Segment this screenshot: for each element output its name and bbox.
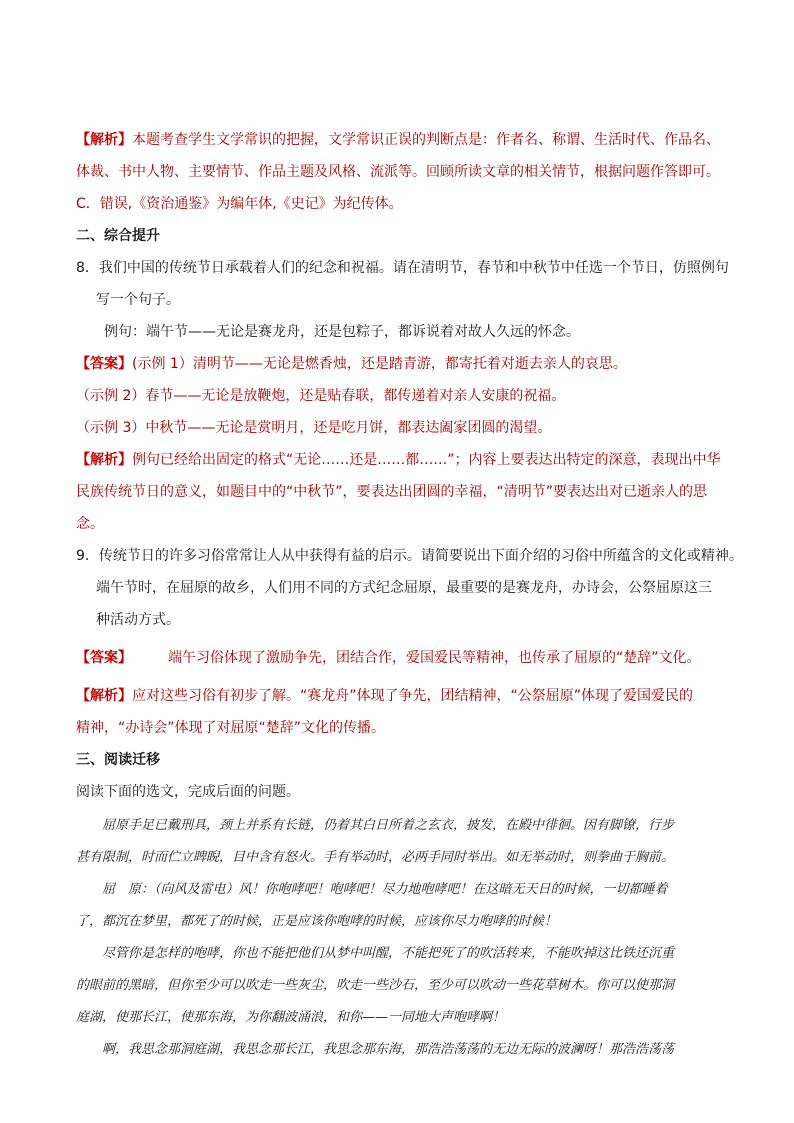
analysis-tag: 【解析】 — [76, 452, 132, 468]
q9-analysis-line-1: 【解析】应对这些习俗有初步了解。“赛龙舟”体现了争先，团结精神，“公祭屈原”体现了爱国爱民的 — [76, 688, 694, 704]
analysis-7-line-3: C．错误,《资治通鉴》为编年体,《史记》为纪传体。 — [76, 196, 403, 212]
q8-answer-line-3: （示例 3）中秋节——无论是赏明月，还是吃月饼，都表达阖家团圆的渴望。 — [76, 420, 552, 436]
q8-analysis-line-2: 民族传统节日的意义，如题目中的“中秋节”，要表达出团圆的幸福，“清明节”要表达出对已逝亲人的思 — [76, 484, 708, 500]
section-3-intro: 阅读下面的选文，完成后面的问题。 — [76, 784, 300, 800]
q8-analysis-line-1: 【解析】例句已经给出固定的格式“无论……还是……都……”；内容上要表达出特定的深意，表现出中华 — [76, 452, 721, 468]
passage-p4-line-1: 啊，我思念那洞庭湖，我思念那长江，我思念那东海，那浩浩荡荡的无边无际的波澜呀！那浩浩荡荡 — [102, 1042, 675, 1057]
analysis-7-line-2: 体裁、书中人物、主要情节、作品主题及风格、流派等。回顾所读文章的相关情节，根据问题作答即可。 — [76, 164, 720, 180]
analysis-tag: 【解析】 — [76, 132, 132, 148]
q9-analysis-line-2: 精神，“办诗会”体现了对屈原“楚辞”文化的传播。 — [76, 720, 386, 736]
q9-material-line-2: 种活动方式。 — [96, 612, 180, 628]
section-2-title: 二、综合提升 — [76, 228, 160, 244]
analysis-text: 本题考查学生文学常识的把握，文学常识正误的判断点是：作者名、称谓、生活时代、作品名、 — [132, 132, 720, 148]
passage-p1-line-2: 甚有限制，时而伫立睥睨，目中含有怒火。手有举动时，必两手同时举出。如无举动时，则拳曲于胸前。 — [76, 850, 675, 865]
document-content — [76, 125, 743, 1059]
q9-stem: 9．传统节日的许多习俗常常让人从中获得有益的启示。请简要说出下面介绍的习俗中所蕴含的文化或精神。 — [76, 548, 743, 564]
passage-p2-line-1: 屈 原：（向风及雷电）风！你咆哮吧！咆哮吧！尽力地咆哮吧！在这暗无天日的时候，一切都睡着 — [102, 882, 668, 897]
section-3-title: 三、阅读迁移 — [76, 752, 160, 768]
answer-tag: 【答案】 — [76, 650, 132, 666]
answer-tag: 【答案】 — [76, 356, 132, 372]
q9-answer: 【答案】 端午习俗体现了激励争先，团结合作，爱国爱民等精神，也传承了屈原的“楚辞”文化。 — [76, 650, 701, 666]
analysis-tag: 【解析】 — [76, 688, 132, 704]
q8-stem-line-2: 写一个句子。 — [96, 292, 180, 308]
passage-p3-line-3: 庭湖，使那长江，使那东海，为你翻波涌浪，和你——一同地大声咆哮啊！ — [76, 1010, 506, 1025]
passage-p3-line-2: 的眼前的黑暗，但你至少可以吹走一些灰尘，吹走一些沙石，至少可以吹动一些花草树木。你可以使那洞 — [76, 978, 675, 993]
q8-analysis-line-3: 念。 — [76, 516, 104, 532]
passage-p2-line-2: 了，都沉在梦里，都死了的时候，正是应该你咆哮的时候，应该你尽力咆哮的时候！ — [76, 914, 558, 929]
q9-material-line-1: 端午节时，在屈原的故乡，人们用不同的方式纪念屈原，最重要的是赛龙舟，办诗会，公祭屈原这三 — [96, 580, 712, 596]
analysis-7-line-1 — [76, 131, 726, 149]
q8-answer-line-1: 【答案】(示例 1）清明节——无论是燃香烛，还是踏青游，都寄托着对逝去亲人的哀思。 — [76, 356, 627, 372]
passage-p1-line-1: 屈原手足已戴刑具，颈上并系有长链，仍着其白日所着之玄衣，披发，在殿中徘徊。因有脚镣，行步 — [102, 818, 675, 833]
q8-answer-line-2: （示例 2）春节——无论是放鞭炮，还是贴春联，都传递着对亲人安康的祝福。 — [76, 388, 566, 404]
q8-example: 例句：端午节——无论是赛龙舟，还是包粽子，都诉说着对故人久远的怀念。 — [104, 324, 580, 340]
passage-p3-line-1: 尽管你是怎样的咆哮，你也不能把他们从梦中叫醒，不能把死了的吹活转来，不能吹掉这比铁还沉重 — [102, 946, 675, 961]
q8-stem-line-1: 8．我们中国的传统节日承载着人们的纪念和祝福。请在清明节，春节和中秋节中任选一个节日，仿照例句 — [76, 260, 729, 276]
